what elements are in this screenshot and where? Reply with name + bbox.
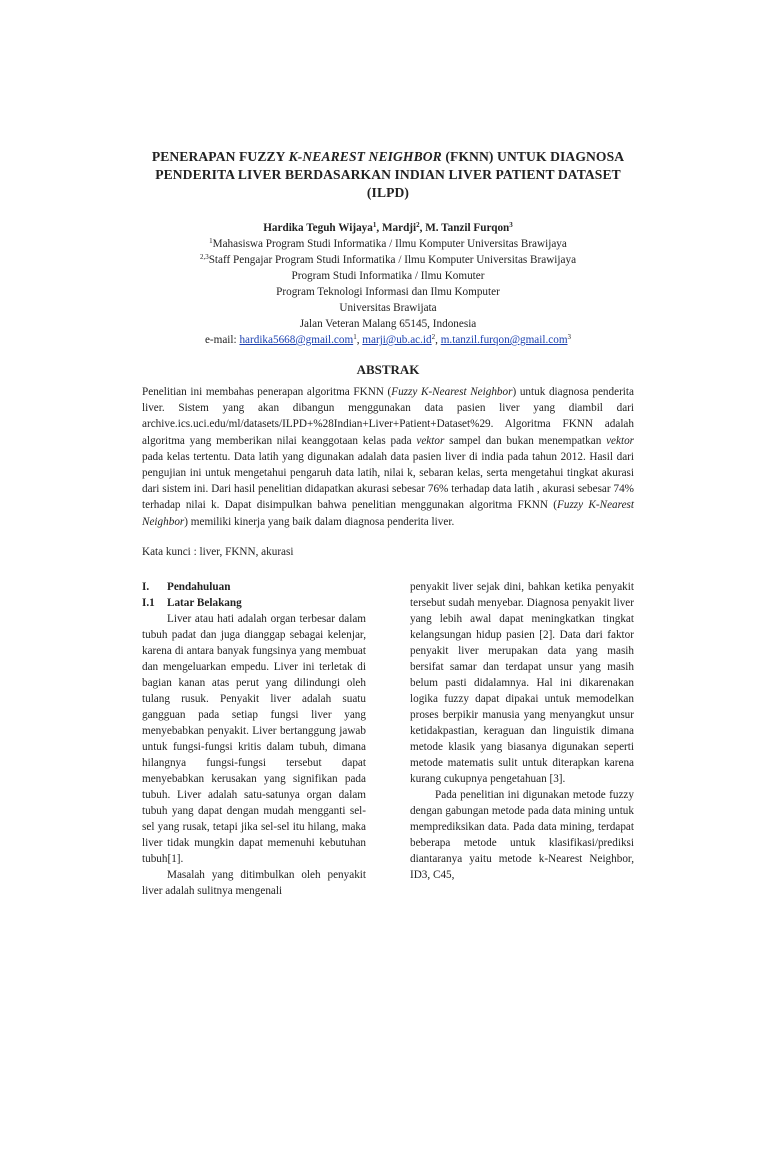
abstract-heading: ABSTRAK — [356, 362, 420, 377]
author-block — [142, 220, 634, 348]
left-column — [142, 579, 366, 899]
body-columns — [142, 579, 634, 899]
affiliation-4: Program Teknologi Informasi dan Ilmu Komputer — [276, 286, 500, 298]
affiliation-1: $^1$Mahasiswa Program Studi Informatika / Ilmu Komputer Universitas Brawijaya — [209, 237, 567, 250]
left-paragraph-1: Liver atau hati adalah organ terbesar dalam tubuh padat dan juga dianggap sebagai kelenjar, karena di antara banyak fungsinya yang membuat dan mengeluarkan empedu. Liver ini terletak di bagian kanan atas perut yang dilindungi oleh tulang rusuk. Penyakit liver adalah suatu gangguan pada setiap fungsi liver yang menyebabkan penyakit. Liver bertanggung jawab untuk fungsi-fungsi kritis dalam tubuh, dimana hilangnya fungsi-fungsi tersebut dapat menyebabkan kerusakan yang signifikan pada tubuh. Liver adalah satu-satunya organ dalam tubuh yang dapat dengan mudah mengganti sel-sel yang rusak, tetapi jika sel-sel itu hilang, maka liver tidak mungkin dapat memenuhi kebutuhan tubuh[1]. — [142, 612, 366, 865]
email-link-1[interactable]: hardika5668@gmail.com — [239, 334, 354, 346]
affiliation-3: Program Studi Informatika / Ilmu Komuter — [291, 270, 485, 282]
paper-title — [142, 148, 634, 202]
title-line-1: PENERAPAN FUZZY K-NEAREST NEIGHBOR (FKNN) UNTUK DIAGNOSA — [151, 149, 625, 164]
right-paragraph-1: penyakit liver sejak dini, bahkan ketika penyakit tersebut sudah menyebar. Diagnosa penyakit liver yang lebih awal dapat meningkatkan tingkat kelangsungan hidup pasien [2]. Data dari faktor penyakit liver merupakan data yang masih bersifat samar dan terdapat unsur yang masih belum pasti didalamnya. Hal ini dikarenakan logika fuzzy dapat dipakai untuk memodelkan proses berpikir manusia yang menyangkut unsur ketidakpastian, keraguan dan linguistik dimana metode klasik yang biasanya digunakan seperti metode matematis sulit untuk diterapkan karena kurang cukupnya pengetahuan [3]. — [410, 580, 634, 785]
keywords: Kata kunci : liver, FKNN, akurasi — [142, 545, 294, 558]
left-paragraph-2: Masalah yang ditimbulkan oleh penyakit liver adalah sulitnya mengenali — [142, 868, 366, 897]
author-names: Hardika Teguh Wijaya$^1$, Mardji$^2$, M. Tanzil Furqon$^3$ — [263, 221, 513, 234]
email-link-3[interactable]: m.tanzil.furqon@gmail.com — [440, 334, 568, 346]
paper-page — [0, 148, 768, 1172]
section-heading-1-1: I.1 Latar Belakang — [142, 596, 242, 609]
affiliation-2: $^{2,3}$Staff Pengajar Program Studi Informatika / Ilmu Komputer Universitas Brawijaya — [199, 253, 577, 266]
title-line-2: PENDERITA LIVER BERDASARKAN INDIAN LIVER PATIENT DATASET (ILPD) — [155, 167, 621, 200]
right-column — [410, 579, 634, 899]
affiliation-5: Universitas Brawijata — [339, 302, 437, 314]
section-heading-1: I. Pendahuluan — [142, 580, 231, 593]
abstract-text: Penelitian ini membahas penerapan algoritma FKNN (Fuzzy K-Nearest Neighbor) untuk diagnosa penderita liver. Sistem yang akan dibangun menggunakan data pasien liver yang diambil dari archive.ics.uci.edu/ml/datasets/ILPD+%28Indian+Liver+Patient+Dataset%29. Algoritma FKNN adalah algoritma yang memberikan nilai keanggotaan kelas pada vektor sampel dan bukan menempatkan vektor pada kelas tertentu. Data latih yang digunakan adalah data pasien liver di india pada tahun 2012. Hasil dari pengujian ini untuk mengetahui pengaruh data latih, nilai k, sebaran kelas, serta mengetahui tingkat akurasi dari sistem ini. Dari hasil penelitian didapatkan akurasi sebesar 76% terhadap data latih , akurasi sebesar 74% terhadap nilai k. Dapat disimpulkan bahwa penelitian menggunakan algoritma FKNN (Fuzzy K-Nearest Neighbor) memiliki kinerja yang baik dalam diagnosa penderita liver. — [142, 386, 635, 528]
email-link-2[interactable]: marji@ub.ac.id — [362, 334, 432, 346]
email-line: e-mail: hardika5668@gmail.com$^1$, $marji@ub.ac.id^2$, m.tanzil.furqon@gmail.com$^3$ — [204, 333, 572, 346]
right-paragraph-2: Pada penelitian ini digunakan metode fuzzy dengan gabungan metode pada data mining untuk memprediksikan data. Pada data mining, terdapat beberapa metode untuk klasifikasi/prediksi diantaranya yaitu metode k-Nearest Neighbor, ID3, C45, — [410, 788, 634, 881]
affiliation-address: Jalan Veteran Malang 65145, Indonesia — [299, 318, 477, 330]
